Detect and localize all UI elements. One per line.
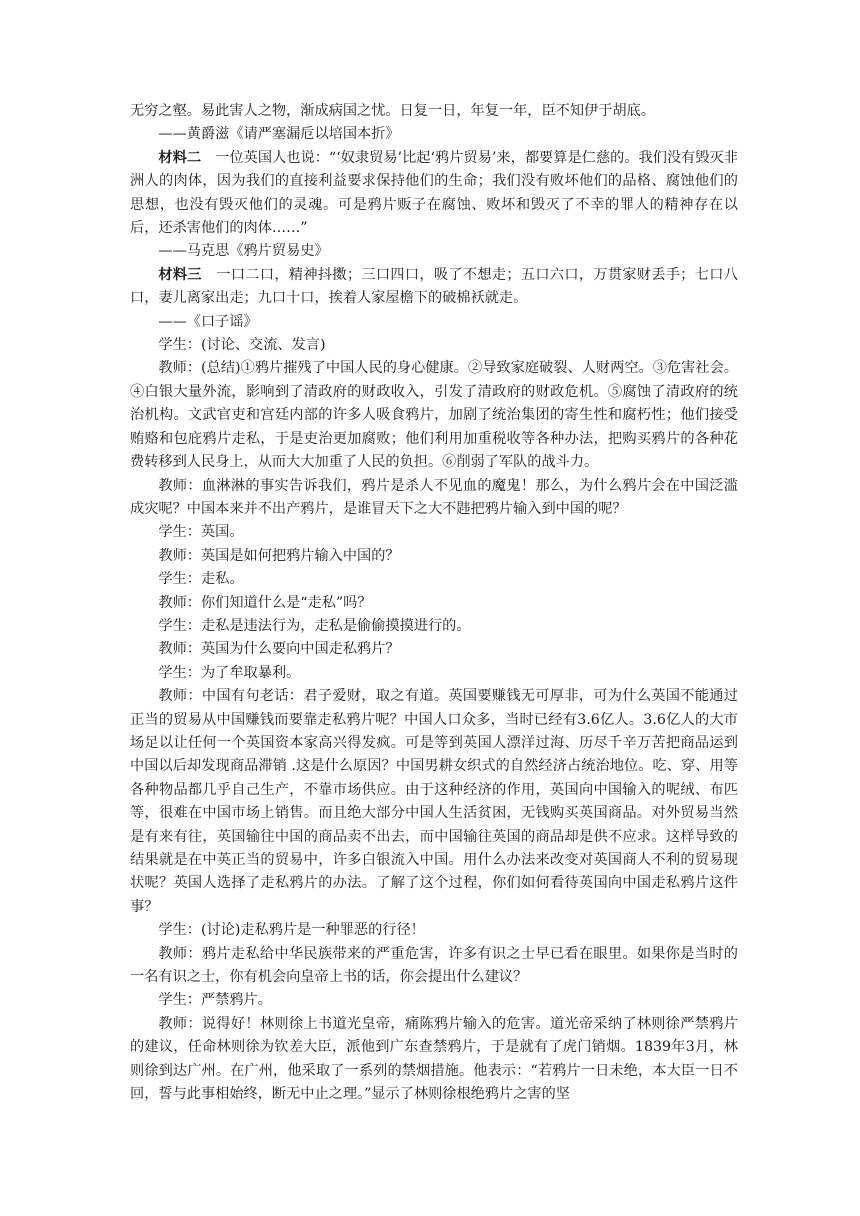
continued-quote: 无穷之壑。易此害人之物，渐成病国之忧。日复一日，年复一年，臣不知伊于胡底。 — [130, 103, 655, 119]
dialogue-paragraph: 学生：(讨论)走私鸦片是一种罪恶的行径！ — [158, 922, 425, 939]
material-three-label: 材料三 — [158, 266, 202, 283]
dialogue-paragraph: 学生：走私。 — [158, 571, 244, 588]
dialogue-paragraph: 教师：说得好！林则徐上书道光皇帝，痛陈鸦片输入的危害。道光帝采纳了林则徐严禁鸦片的建议，任命林则徐为钦差大臣，派他到广东查禁鸦片，于是就有了虎门销烟。1839年3月，林则徐到达广州。在广州，他采取了一系列的禁烟措施。他表示：“若鸦片一日未绝，本大臣一日不回，誓与此事相始终，断无中止之理。”显示了林则徐根绝鸦片之害的坚 — [130, 1015, 738, 1103]
dialogue-paragraph: 教师：英国是如何把鸦片输入中国的？ — [158, 547, 400, 564]
dialogue-paragraph: 教师：血淋淋的事实告诉我们，鸦片是杀人不见血的魔鬼！那么，为什么鸦片会在中国泛滥成灾呢？中国本来并不出产鸦片，是谁冒天下之大不韪把鸦片输入到中国的呢？ — [130, 477, 738, 517]
material-three-text: 一口二口，精神抖擞；三口四口，吸了不想走；五口六口，万贯家财丢手；七口八口，妻儿离家出走；九口十口，挨着人家屋檐下的破棉袄就走。 — [130, 266, 738, 307]
dialogue-paragraph: 教师：英国为什么要向中国走私鸦片？ — [158, 641, 400, 658]
source-citation-1: ——黄爵滋《请严塞漏卮以培国本折》 — [158, 126, 400, 143]
document-page — [130, 100, 738, 1106]
dialogue-paragraph: 学生：严禁鸦片。 — [158, 992, 272, 1009]
material-two-label: 材料二 — [158, 149, 202, 166]
dialogue-paragraph: 学生：为了牟取暴利。 — [158, 664, 301, 681]
material-two — [130, 147, 738, 241]
dialogue-paragraph: 学生：走私是违法行为，走私是偷偷摸摸进行的。 — [158, 617, 471, 634]
material-two-text: 一位英国人也说：“‘奴隶贸易’比起‘鸦片贸易’来，都要算是仁慈的。我们没有毁灭非洲人的肉体，因为我们的直接利益要求保持他们的生命；我们没有败坏他们的品格、腐蚀他们的思想，也没有毁灭他们的灵魂。可是鸦片贩子在腐蚀、败坏和毁灭了不幸的罪人的精神存在以后，还杀害他们的肉体……” — [130, 149, 738, 237]
dialogue-paragraph: 教师：鸦片走私给中华民族带来的严重危害，许多有识之士早已看在眼里。如果你是当时的一名有识之士，你有机会向皇帝上书的话，你会提出什么建议？ — [130, 945, 738, 986]
dialogue-paragraph: 学生：(讨论、交流、发言) — [158, 337, 326, 354]
source-citation-3: ——《口子谣》 — [158, 313, 258, 330]
dialogue-paragraph: 教师：中国有句老话：君子爱财，取之有道。英国要赚钱无可厚非，可为什么英国不能通过正当的贸易从中国赚钱而要靠走私鸦片呢？中国人口众多，当时已经有3.6亿人。3.6亿人的大市场足以让任何一个英国资本家高兴得发疯。可是等到英国人漂洋过海、历尽千辛万苦把商品运到中国以后却发现商品滞销 .这是什么原因？中国男耕女织式的自然经济占统治地位。吃、穿、用等各种物品都几乎自己生产，不靠市场供应。由于这种经济的作用，英国向中国输入的呢绒、布匹等，很难在中国市场上销售。而且绝大部分中国人生活贫困，无钱购买英国商品。对外贸易当然是有来有往，英国输往中国的商品卖不出去，而中国输往英国的商品却是供不应求。这样导致的结果就是在中英正当的贸易中，许多白银流入中国。用什么办法来改变对英国商人不利的贸易现状呢？英国人选择了走私鸦片的办法。了解了这个过程，你们如何看待英国向中国走私鸦片这件事？ — [130, 688, 738, 915]
dialogue-paragraph: 教师：你们知道什么是“走私”吗？ — [158, 594, 372, 611]
dialogue-paragraph: 学生：英国。 — [158, 524, 244, 541]
dialogue-paragraph: 教师：(总结)①鸦片摧残了中国人民的身心健康。②导致家庭破裂、人财两空。③危害社会。④白银大量外流，影响到了清政府的财政收入，引发了清政府的财政危机。⑤腐蚀了清政府的统治机构。文武官吏和宫廷内部的许多人吸食鸦片，加剧了统治集团的寄生性和腐朽性；他们接受贿赂和包庇鸦片走私，于是吏治更加腐败；他们利用加重税收等各种办法，把购买鸦片的各种花费转移到人民身上，从而大大加重了人民的负担。⑥削弱了军队的战斗力。 — [130, 360, 738, 471]
material-three — [130, 264, 738, 311]
source-citation-2: ——马克思《鸦片贸易史》 — [158, 243, 329, 260]
